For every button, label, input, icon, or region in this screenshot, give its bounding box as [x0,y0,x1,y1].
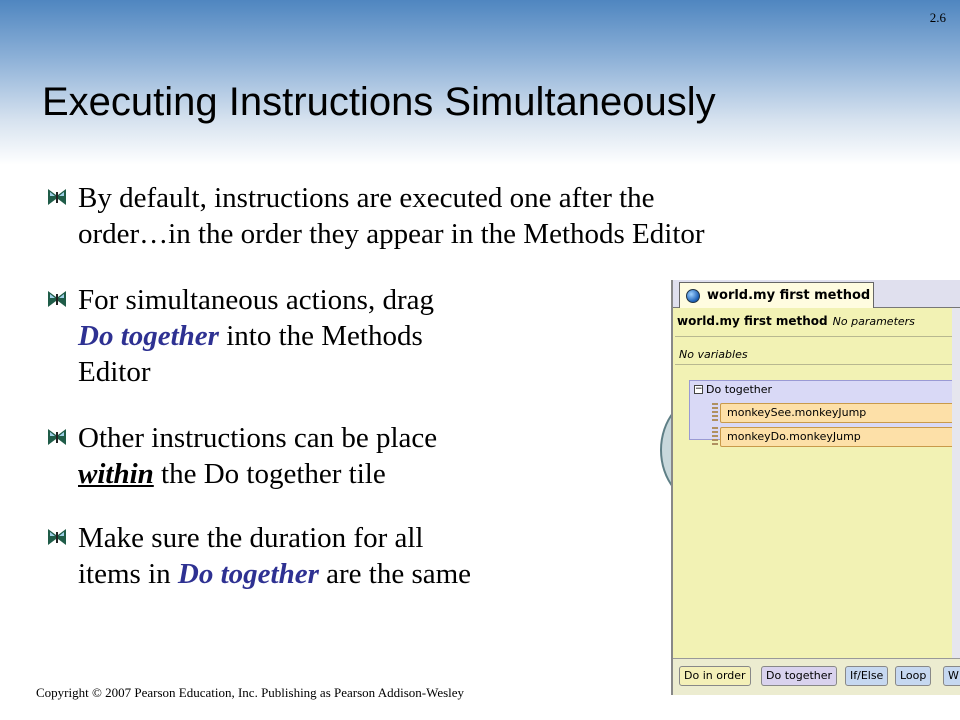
within-emphasis: within [78,458,154,490]
drag-handle-icon[interactable] [712,427,718,447]
collapse-minus-icon[interactable]: − [695,384,703,394]
do-together-button[interactable]: Do together [761,666,837,686]
control-tiles-bar [673,658,960,695]
do-in-order-button[interactable]: Do in order [679,666,751,686]
do-together-emphasis: Do together [78,320,219,352]
divider [675,364,960,365]
variables-label: No variables [679,348,748,361]
bullet-item [46,282,434,390]
do-together-tile[interactable] [689,380,960,443]
do-together-label: Do together [706,383,773,396]
bullet-item [46,520,471,592]
globe-icon [686,289,700,303]
bullet-text-line [78,556,471,592]
bullet-text-fragment: items in [78,558,178,590]
method-name: world.my first method [677,314,828,328]
bullet-text-line [78,456,437,492]
bullet-text-line: Other instructions can be place [78,422,438,454]
slide-title: Executing Instructions Simultaneously [42,80,716,124]
butterfly-bullet-icon [46,186,68,208]
while-button[interactable]: W [943,666,960,686]
butterfly-bullet-icon [46,526,68,548]
methods-editor [671,280,960,695]
bullet-text-fragment: into the Methods [218,320,423,352]
bullet-text-line [78,318,434,354]
divider [675,336,960,337]
if-else-button[interactable]: If/Else [845,666,888,686]
vertical-scrollbar[interactable] [952,308,960,658]
bullet-text-line: For simultaneous actions, drag [78,284,435,316]
statement-tile[interactable]: monkeyDo.monkeyJump [720,427,960,447]
bullet-item [46,180,705,252]
loop-button[interactable]: Loop [895,666,931,686]
bullet-text-line: Make sure the duration for all [78,522,424,554]
do-together-header [694,383,772,396]
bullet-text-line: By default, instructions are executed one after the [78,182,655,214]
slide-number: 2.6 [929,10,946,25]
bullet-text-fragment: are the same [318,558,472,590]
bullet-text-fragment: the Do together tile [153,458,386,490]
drag-handle-icon[interactable] [712,403,718,423]
tab-world-my-first-method[interactable] [679,282,874,308]
method-header [677,314,915,328]
copyright-footer: Copyright © 2007 Pearson Education, Inc. Publishing as Pearson Addison-Wesley [36,685,465,700]
do-together-emphasis: Do together [177,558,319,590]
bullet-text-line: Editor [78,356,151,388]
statement-tile[interactable]: monkeySee.monkeyJump [720,403,960,423]
tab-label: world.my first method [707,288,871,303]
butterfly-bullet-icon [46,426,68,448]
bullet-text-line: order…in the order they appear in the Methods Editor [78,218,705,250]
parameters-label: No parameters [832,315,915,328]
bullet-item [46,420,437,492]
butterfly-bullet-icon [46,288,68,310]
editor-tab-bar [673,280,960,308]
